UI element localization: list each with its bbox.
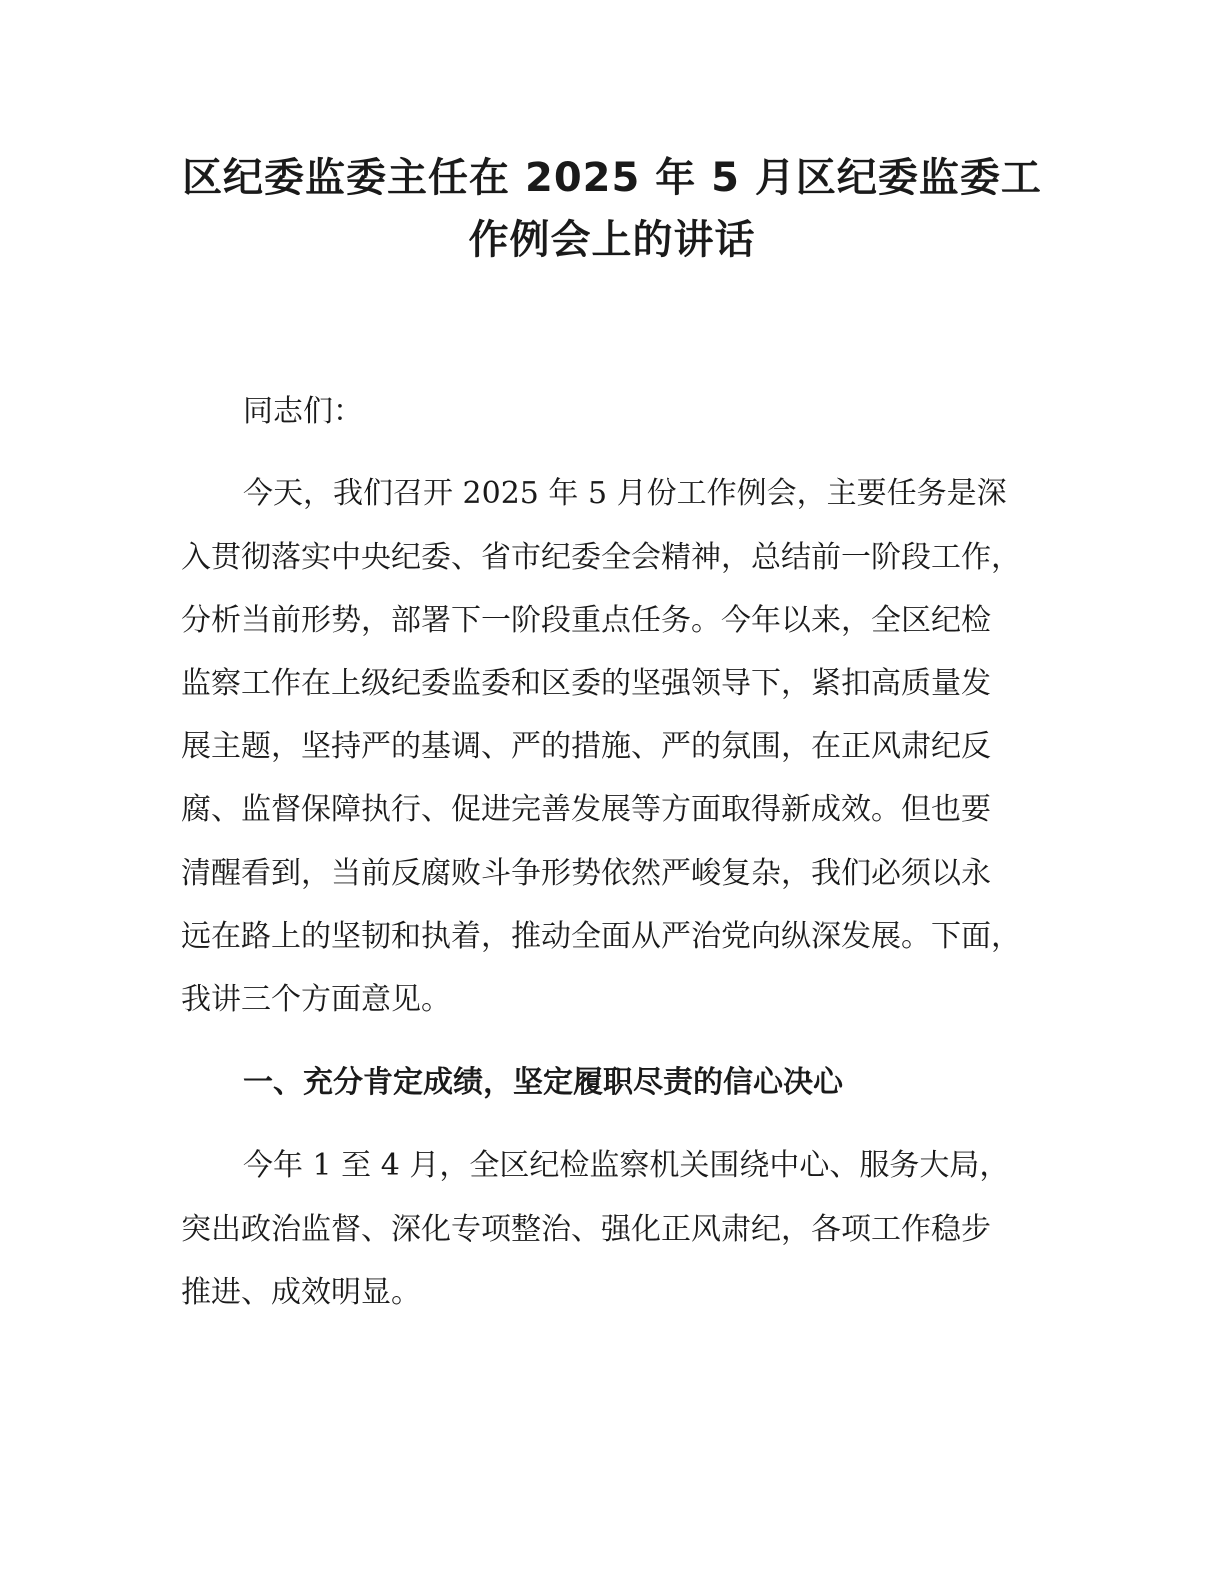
paragraph-2-line: 突出政治监督、深化专项整治、强化正风肃纪，各项工作稳步 [181, 1212, 991, 1247]
paragraph-1-line: 清醒看到，当前反腐败斗争形势依然严峻复杂，我们必须以永 [181, 856, 991, 891]
document-title-line-2: 作例会上的讲话 [468, 217, 756, 263]
paragraph-1-line: 远在路上的坚韧和执着，推动全面从严治党向纵深发展。下面， [181, 919, 1021, 954]
paragraph-2-line: 推进、成效明显。 [181, 1275, 421, 1310]
paragraph-2-line: 今年 1 至 4 月，全区纪检监察机关围绕中心、服务大局， [243, 1148, 1010, 1183]
section-1-heading: 一、充分肯定成绩，坚定履职尽责的信心决心 [243, 1065, 843, 1100]
paragraph-1-line: 监察工作在上级纪委监委和区委的坚强领导下，紧扣高质量发 [181, 666, 991, 701]
document-title-line-1: 区纪委监委主任在 2025 年 5 月区纪委监委工 [182, 155, 1042, 201]
paragraph-1-line: 分析当前形势，部署下一阶段重点任务。今年以来，全区纪检 [181, 603, 991, 638]
paragraph-1-line: 今天，我们召开 2025 年 5 月份工作例会，主要任务是深 [243, 476, 1007, 511]
salutation: 同志们： [243, 394, 363, 429]
paragraph-1-line: 我讲三个方面意见。 [181, 982, 451, 1017]
paragraph-1-line: 入贯彻落实中央纪委、省市纪委全会精神，总结前一阶段工作， [181, 540, 1021, 575]
paragraph-1-line: 展主题，坚持严的基调、严的措施、严的氛围，在正风肃纪反 [181, 729, 991, 764]
paragraph-1-line: 腐、监督保障执行、促进完善发展等方面取得新成效。但也要 [181, 792, 991, 827]
